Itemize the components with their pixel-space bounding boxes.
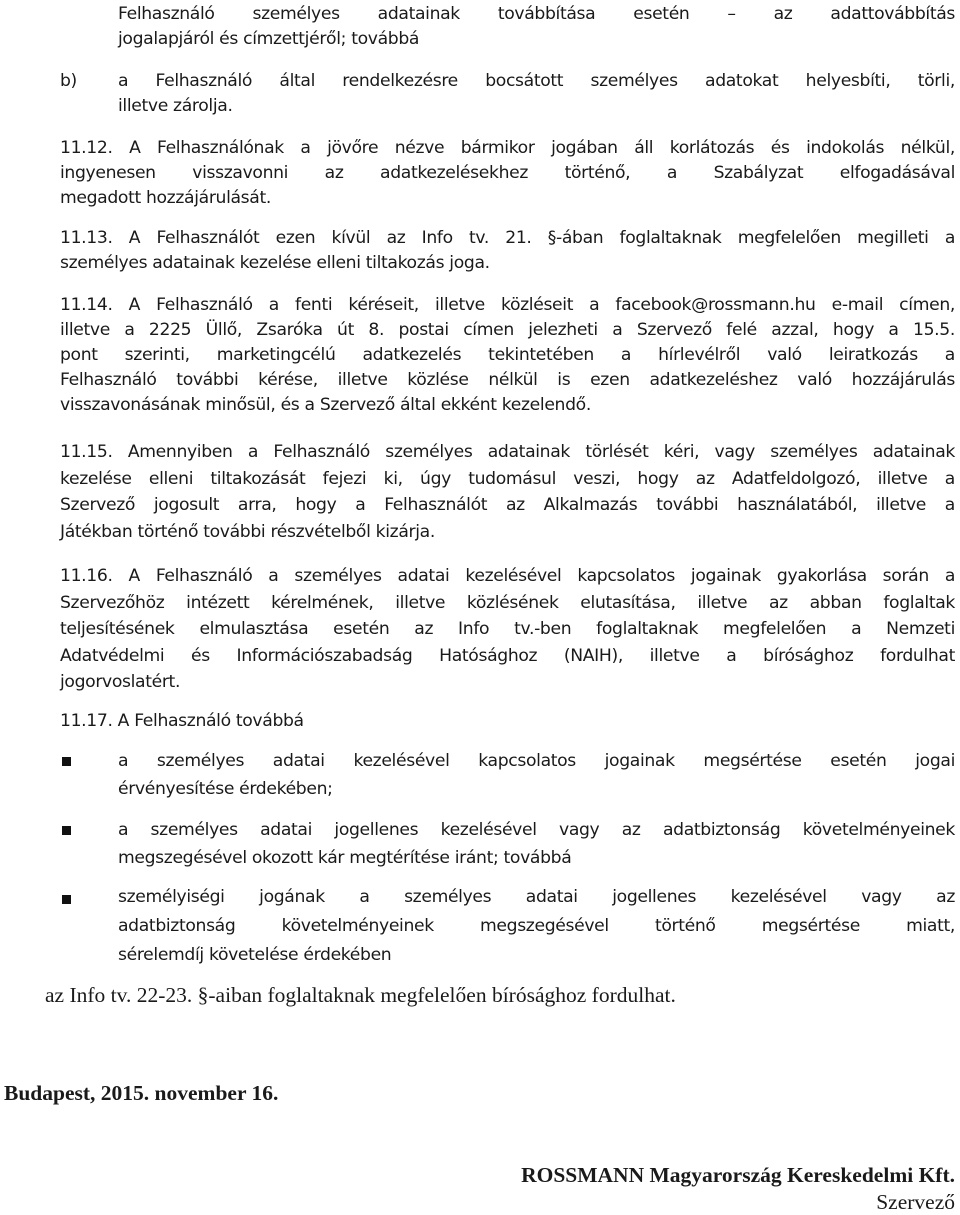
- text-line: a személyes adatai kezelésével kapcsolatos jogainak megsértése esetén jogai: [118, 751, 955, 771]
- text-line: Szervezőhöz intézett kérelmének, illetve közlésének elutasítása, illetve az abban foglaltak: [60, 592, 955, 613]
- paragraph-11-12: [60, 136, 955, 211]
- paragraph-11-16: [60, 563, 955, 696]
- list-item-b: [118, 69, 955, 119]
- continuation-paragraph: [118, 2, 955, 52]
- text-line: személyiségi jogának a személyes adatai jogellenes kezelésével vagy az: [118, 887, 955, 907]
- text-line: kezelése elleni tiltakozását fejezi ki, úgy tudomásul veszi, hogy az Adatfeldolgozó, illetve a: [60, 468, 955, 489]
- bullet-item-3: [118, 883, 955, 970]
- text-line: visszavonásának minősül, és a Szervező által ekként kezelendő.: [60, 395, 591, 415]
- signature-role: Szervező: [876, 1190, 955, 1214]
- text-line: 11.15. Amennyiben a Felhasználó személyes adatainak törlését kéri, vagy személyes adatainak: [60, 442, 955, 462]
- text-line: illetve zárolja.: [118, 96, 233, 116]
- paragraph-11-14: [60, 293, 955, 418]
- square-bullet-icon: [62, 895, 71, 904]
- text-line: Felhasználó további kérése, illetve közlése nélkül is ezen adatkezeléshez való hozzájárulás: [60, 370, 955, 390]
- text-line: a Felhasználó által rendelkezésre bocsátott személyes adatokat helyesbíti, törli,: [118, 71, 955, 91]
- text-line: jogalapjáról és címzettjéről; továbbá: [118, 29, 420, 49]
- text-line: adatbiztonság követelményeinek megszegésével történő megsértése miatt,: [118, 916, 955, 936]
- paragraph-11-15: [60, 439, 955, 545]
- paragraph-11-13: [60, 226, 955, 276]
- text-line: 11.16. A Felhasználó a személyes adatai kezelésével kapcsolatos jogainak gyakorlása során a: [60, 566, 955, 586]
- text-line: Felhasználó személyes adatainak továbbítása esetén – az adattovábbítás: [118, 4, 955, 24]
- text-line: jogorvoslatért.: [60, 672, 181, 692]
- text-line: ingyenesen visszavonni az adatkezelésekhez történő, a Szabályzat elfogadásával: [60, 163, 955, 183]
- text-line: 11.13. A Felhasználót ezen kívül az Info tv. 21. §-ában foglaltaknak megfelelően megilleti a: [60, 228, 955, 248]
- text-line: megszegésével okozott kár megtérítése iránt; továbbá: [118, 848, 572, 868]
- text-line: pont szerinti, marketingcélú adatkezelés tekintetében a hírlevélről való leiratkozás a: [60, 345, 955, 365]
- text-line: személyes adatainak kezelése elleni tiltakozás joga.: [60, 253, 490, 273]
- text-line: sérelemdíj követelése érdekében: [118, 945, 392, 965]
- text-line: megadott hozzájárulását.: [60, 188, 271, 208]
- text-line: 11.12. A Felhasználónak a jövőre nézve bármikor jogában áll korlátozás és indokolás nélkül,: [60, 138, 955, 158]
- text-line: Játékban történő további részvételből kizárja.: [60, 521, 435, 542]
- text-line: Szervező jogosult arra, hogy a Felhasználót az Alkalmazás további használatából, illetve a: [60, 495, 955, 515]
- bullet-item-1: [118, 747, 955, 803]
- bullet-item-2: [118, 816, 955, 872]
- text-line: a személyes adatai jogellenes kezelésével vagy az adatbiztonság követelményeinek: [118, 820, 955, 840]
- paragraph-11-17: 11.17. A Felhasználó továbbá: [60, 711, 304, 731]
- list-marker-b: b): [60, 71, 77, 91]
- text-line: 11.14. A Felhasználó a fenti kéréseit, illetve közléseit a facebook@rossmann.hu e-mail címen,: [60, 295, 955, 315]
- date-line: Budapest, 2015. november 16.: [4, 1081, 279, 1105]
- text-line: Adatvédelmi és Információszabadság Hatósághoz (NAIH), illetve a bírósághoz fordulhat: [60, 645, 955, 666]
- square-bullet-icon: [62, 757, 71, 766]
- signature-company: ROSSMANN Magyarország Kereskedelmi Kft.: [521, 1163, 955, 1187]
- closing-line: az Info tv. 22-23. §-aiban foglaltaknak megfelelően bírósághoz fordulhat.: [45, 983, 676, 1007]
- square-bullet-icon: [62, 826, 71, 835]
- text-line: illetve a 2225 Üllő, Zsaróka út 8. postai címen jelezheti a Szervező felé azzal, hogy a 15.5.: [60, 320, 955, 340]
- text-line: érvényesítése érdekében;: [118, 779, 333, 799]
- text-line: teljesítésének elmulasztása esetén az Info tv.-ben foglaltaknak megfelelően a Nemzeti: [60, 619, 955, 639]
